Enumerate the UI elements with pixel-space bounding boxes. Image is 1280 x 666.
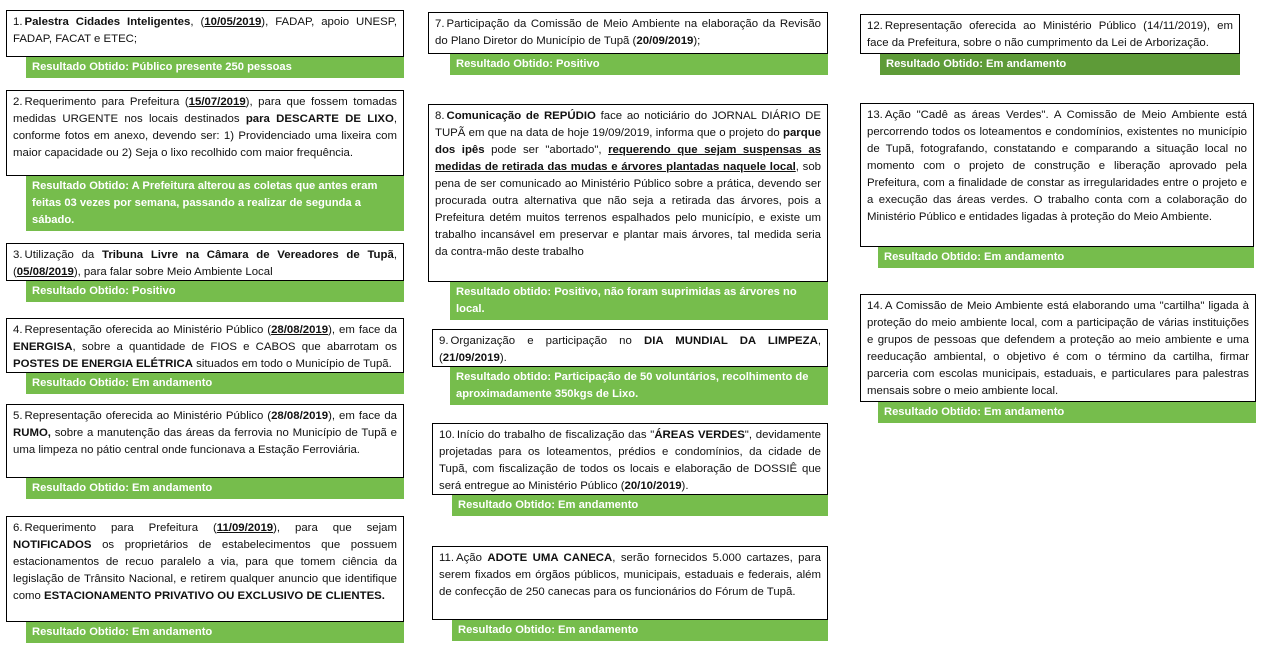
item-text-segment: Requerimento para Prefeitura (	[24, 522, 217, 534]
item-text-segment: 20/09/2019	[636, 35, 694, 47]
item-text-segment: , (	[439, 335, 822, 364]
item-number: 7.	[435, 18, 445, 30]
item-text-segment: );	[693, 35, 701, 47]
item-text-segment: 21/09/2019	[442, 352, 500, 364]
item-card-2	[6, 90, 404, 231]
item-text-segment: Tribuna Livre na Câmara de Vereadores de Tupã	[101, 249, 394, 261]
item-text-segment: Organização e participação no	[450, 335, 644, 347]
item-text-segment: ), em face da	[328, 324, 397, 336]
item-text-segment: Utilização da	[24, 249, 102, 261]
item-text-segment: Representação oferecida ao Ministério Público (	[24, 324, 272, 336]
result-bar: Resultado Obtido: Em andamento	[878, 402, 1256, 423]
item-text-segment: , (	[190, 16, 205, 28]
item-card-6	[6, 516, 404, 643]
item-number: 12.	[867, 20, 883, 32]
item-card-8	[428, 104, 828, 320]
item-text-segment: ADOTE UMA CANECA	[487, 552, 613, 564]
item-text-segment: ", devidamente projetadas para os loteamentos, prédios e condomínios, da cidade de Tupã, com fiscalização de todos os locais e elaboração de DOSSIÊ que será entregue ao Ministério Público (	[439, 429, 821, 492]
item-number: 6.	[13, 522, 23, 534]
item-number: 4.	[13, 324, 23, 336]
item-number: 3.	[13, 249, 23, 261]
item-number: 8.	[435, 110, 445, 122]
result-bar: Resultado Obtido: Positivo	[26, 281, 404, 302]
item-text-segment: ).	[499, 352, 507, 364]
item-text	[6, 318, 404, 373]
item-text-segment: RUMO,	[13, 427, 51, 439]
item-card-1	[6, 10, 404, 78]
item-text-segment: POSTES DE ENERGIA ELÉTRICA	[13, 358, 193, 370]
item-text	[428, 104, 828, 282]
item-text-segment: ), FADAP, apoio UNESP, FADAP, FACAT e ETEC;	[13, 16, 397, 45]
item-text-segment: situados em todo o Município de Tupã.	[192, 358, 392, 370]
result-bar: Resultado Obtido: Em andamento	[26, 622, 404, 643]
item-text-segment: ), em face da	[328, 410, 397, 422]
item-text-segment: ), para que sejam	[273, 522, 397, 534]
result-bar: Resultado obtido: Positivo, não foram suprimidas as árvores no local.	[450, 282, 828, 320]
item-text-segment: , conforme fotos em anexo, devendo ser: 1) Providenciado uma lixeira com maior capacidade ou 2) Seja o lixo recolhido com maior frequência.	[13, 113, 397, 159]
result-bar: Resultado Obtido: Em andamento	[26, 373, 404, 394]
item-number: 14.	[867, 300, 883, 312]
item-text-segment: , sob pena de ser comunicado ao Ministério Público sobre a prática, devendo ser procurada outra alternativa que não seja a retirada das árvores, pois a Prefeitura detém muitos terrenos espalhados pelo município, e existe um trabalho incansável em preservar e plantar mais árvores, tal medida seria da contra-mão deste trabalho	[435, 161, 821, 258]
result-bar: Resultado Obtido: Positivo	[450, 54, 828, 75]
item-text-segment: 10/05/2019	[204, 16, 262, 28]
item-card-10	[432, 423, 828, 516]
item-text-segment: , sobre a quantidade de FIOS e CABOS que abarrotam os	[72, 341, 397, 353]
item-card-5	[6, 404, 404, 499]
item-text-segment: Participação da Comissão de Meio Ambiente na elaboração da Revisão do Plano Diretor do Município de Tupã (	[435, 18, 821, 47]
item-text	[6, 404, 404, 478]
item-text-segment: Início do trabalho de fiscalização das "	[456, 429, 655, 441]
item-card-7	[428, 12, 828, 75]
item-text-segment: Comunicação de REPÚDIO	[446, 110, 596, 122]
item-text-segment: ).	[681, 480, 689, 492]
item-text-segment: , (	[13, 249, 397, 278]
result-bar: Resultado Obtido: Público presente 250 pessoas	[26, 57, 404, 78]
item-number: 10.	[439, 429, 455, 441]
item-text-segment: os proprietários de estabelecimentos que possuem estacionamentos de recuo paralelo a via, para que tomem ciência da legislação de Trânsito Nacional, e retirem qualquer anuncio que identifique como	[13, 539, 397, 602]
item-text-segment: parque dos ipês	[435, 127, 821, 156]
item-text	[860, 14, 1240, 54]
item-text-segment: Requerimento para Prefeitura (	[24, 96, 189, 108]
item-text-segment: NOTIFICADOS	[13, 539, 92, 551]
item-text-segment: Palestra Cidades Inteligentes	[24, 16, 191, 28]
item-number: 2.	[13, 96, 23, 108]
item-number: 1.	[13, 16, 23, 28]
item-text-segment: A Comissão de Meio Ambiente está elaborando uma "cartilha" ligada à proteção do meio ambiente local, com a participação de várias instituições e grupos de pessoas que defendem a proteção ao meio ambiente e uma reeducação ambiental, o objetivo é com o término da cartilha, firmar parceria com escolas municipais, estaduais, e particulares para palestras mensais sobre o meio ambiente local.	[867, 300, 1249, 397]
item-text-segment: sobre a manutenção das áreas da ferrovia no Município de Tupã e uma limpeza no pátio central onde funcionava a Estação Ferroviária.	[13, 427, 397, 456]
result-bar: Resultado Obtido: Em andamento	[452, 495, 828, 516]
item-card-9	[432, 329, 828, 405]
item-text	[432, 423, 828, 495]
item-text-segment: Representação oferecida ao Ministério Público (14/11/2019), em face da Prefeitura, sobre o não cumprimento da Lei de Arborização.	[867, 20, 1233, 49]
item-text	[860, 103, 1254, 247]
item-text	[6, 10, 404, 57]
item-text-segment: ), para que fossem tomadas medidas URGENTE nos locais destinados	[13, 96, 397, 125]
item-text	[6, 516, 404, 622]
item-card-14	[860, 294, 1256, 423]
item-text-segment: pode ser "abortado",	[484, 144, 609, 156]
item-text-segment: Representação oferecida ao Ministério Público (	[24, 410, 272, 422]
item-text-segment: face ao noticiário do JORNAL DIÁRIO DE TUPÃ em que na data de hoje 19/09/2019, informa que o projeto do	[435, 110, 821, 139]
item-text	[6, 90, 404, 176]
result-bar: Resultado Obtido: Em andamento	[452, 620, 828, 641]
item-text-segment: ESTACIONAMENTO PRIVATIVO OU EXCLUSIVO DE CLIENTES.	[44, 590, 385, 602]
item-text-segment: ÁREAS VERDES	[654, 429, 745, 441]
item-text-segment: Ação	[456, 552, 488, 564]
result-bar: Resultado Obtido: Em andamento	[880, 54, 1240, 75]
item-text	[860, 294, 1256, 402]
item-number: 11.	[439, 552, 454, 564]
item-card-11	[432, 546, 828, 641]
item-number: 13.	[867, 109, 883, 121]
item-text-segment: Ação "Cadê as áreas Verdes". A Comissão de Meio Ambiente está percorrendo todos os loteamentos e condomínios, existentes no município de Tupã, fotografando, constatando e comparando a situação local no momento com o projeto de construção e liberação aprovado pela Prefeitura, com a finalidade de constar as irregularidades entre o projeto e a execução das áreas verdes. O trabalho conta com a colaboração do Ministério Público e entidades ligadas à proteção do Meio Ambiente.	[867, 109, 1247, 223]
item-text-segment: ), para falar sobre Meio Ambiente Local	[73, 266, 273, 278]
item-number: 9.	[439, 335, 449, 347]
item-text-segment: , serão fornecidos 5.000 cartazes, para serem fixados em órgãos públicos, municipais, estaduais e federais, além de confecção de 250 canecas para os funcionários do Fórum de Tupã.	[439, 552, 821, 598]
item-number: 5.	[13, 410, 23, 422]
item-text-segment: para DESCARTE DE LIXO	[245, 113, 394, 125]
result-bar: Resultado Obtido: Em andamento	[878, 247, 1254, 268]
item-text-segment: 20/10/2019	[624, 480, 682, 492]
item-text-segment: ENERGISA	[13, 341, 73, 353]
item-text-segment: 15/07/2019	[188, 96, 246, 108]
item-text	[432, 329, 828, 367]
result-bar: Resultado obtido: Participação de 50 voluntários, recolhimento de aproximadamente 350kgs de Lixo.	[450, 367, 828, 405]
item-text	[432, 546, 828, 620]
item-text-segment: 28/08/2019	[271, 324, 329, 336]
item-text	[6, 243, 404, 281]
item-card-12	[860, 14, 1240, 75]
item-text-segment: DIA MUNDIAL DA LIMPEZA	[643, 335, 818, 347]
item-card-13	[860, 103, 1254, 268]
result-bar: Resultado Obtido: A Prefeitura alterou as coletas que antes eram feitas 03 vezes por semana, passando a realizar de segunda a sábado.	[26, 176, 404, 231]
item-text-segment: requerendo que sejam suspensas as medidas de retirada das mudas e árvores plantadas naquele local	[435, 144, 821, 173]
item-text	[428, 12, 828, 54]
result-bar: Resultado Obtido: Em andamento	[26, 478, 404, 499]
item-card-3	[6, 243, 404, 302]
item-text-segment: 05/08/2019	[16, 266, 74, 278]
item-text-segment: 11/09/2019	[216, 522, 274, 534]
item-text-segment: 28/08/2019	[271, 410, 329, 422]
item-card-4	[6, 318, 404, 394]
